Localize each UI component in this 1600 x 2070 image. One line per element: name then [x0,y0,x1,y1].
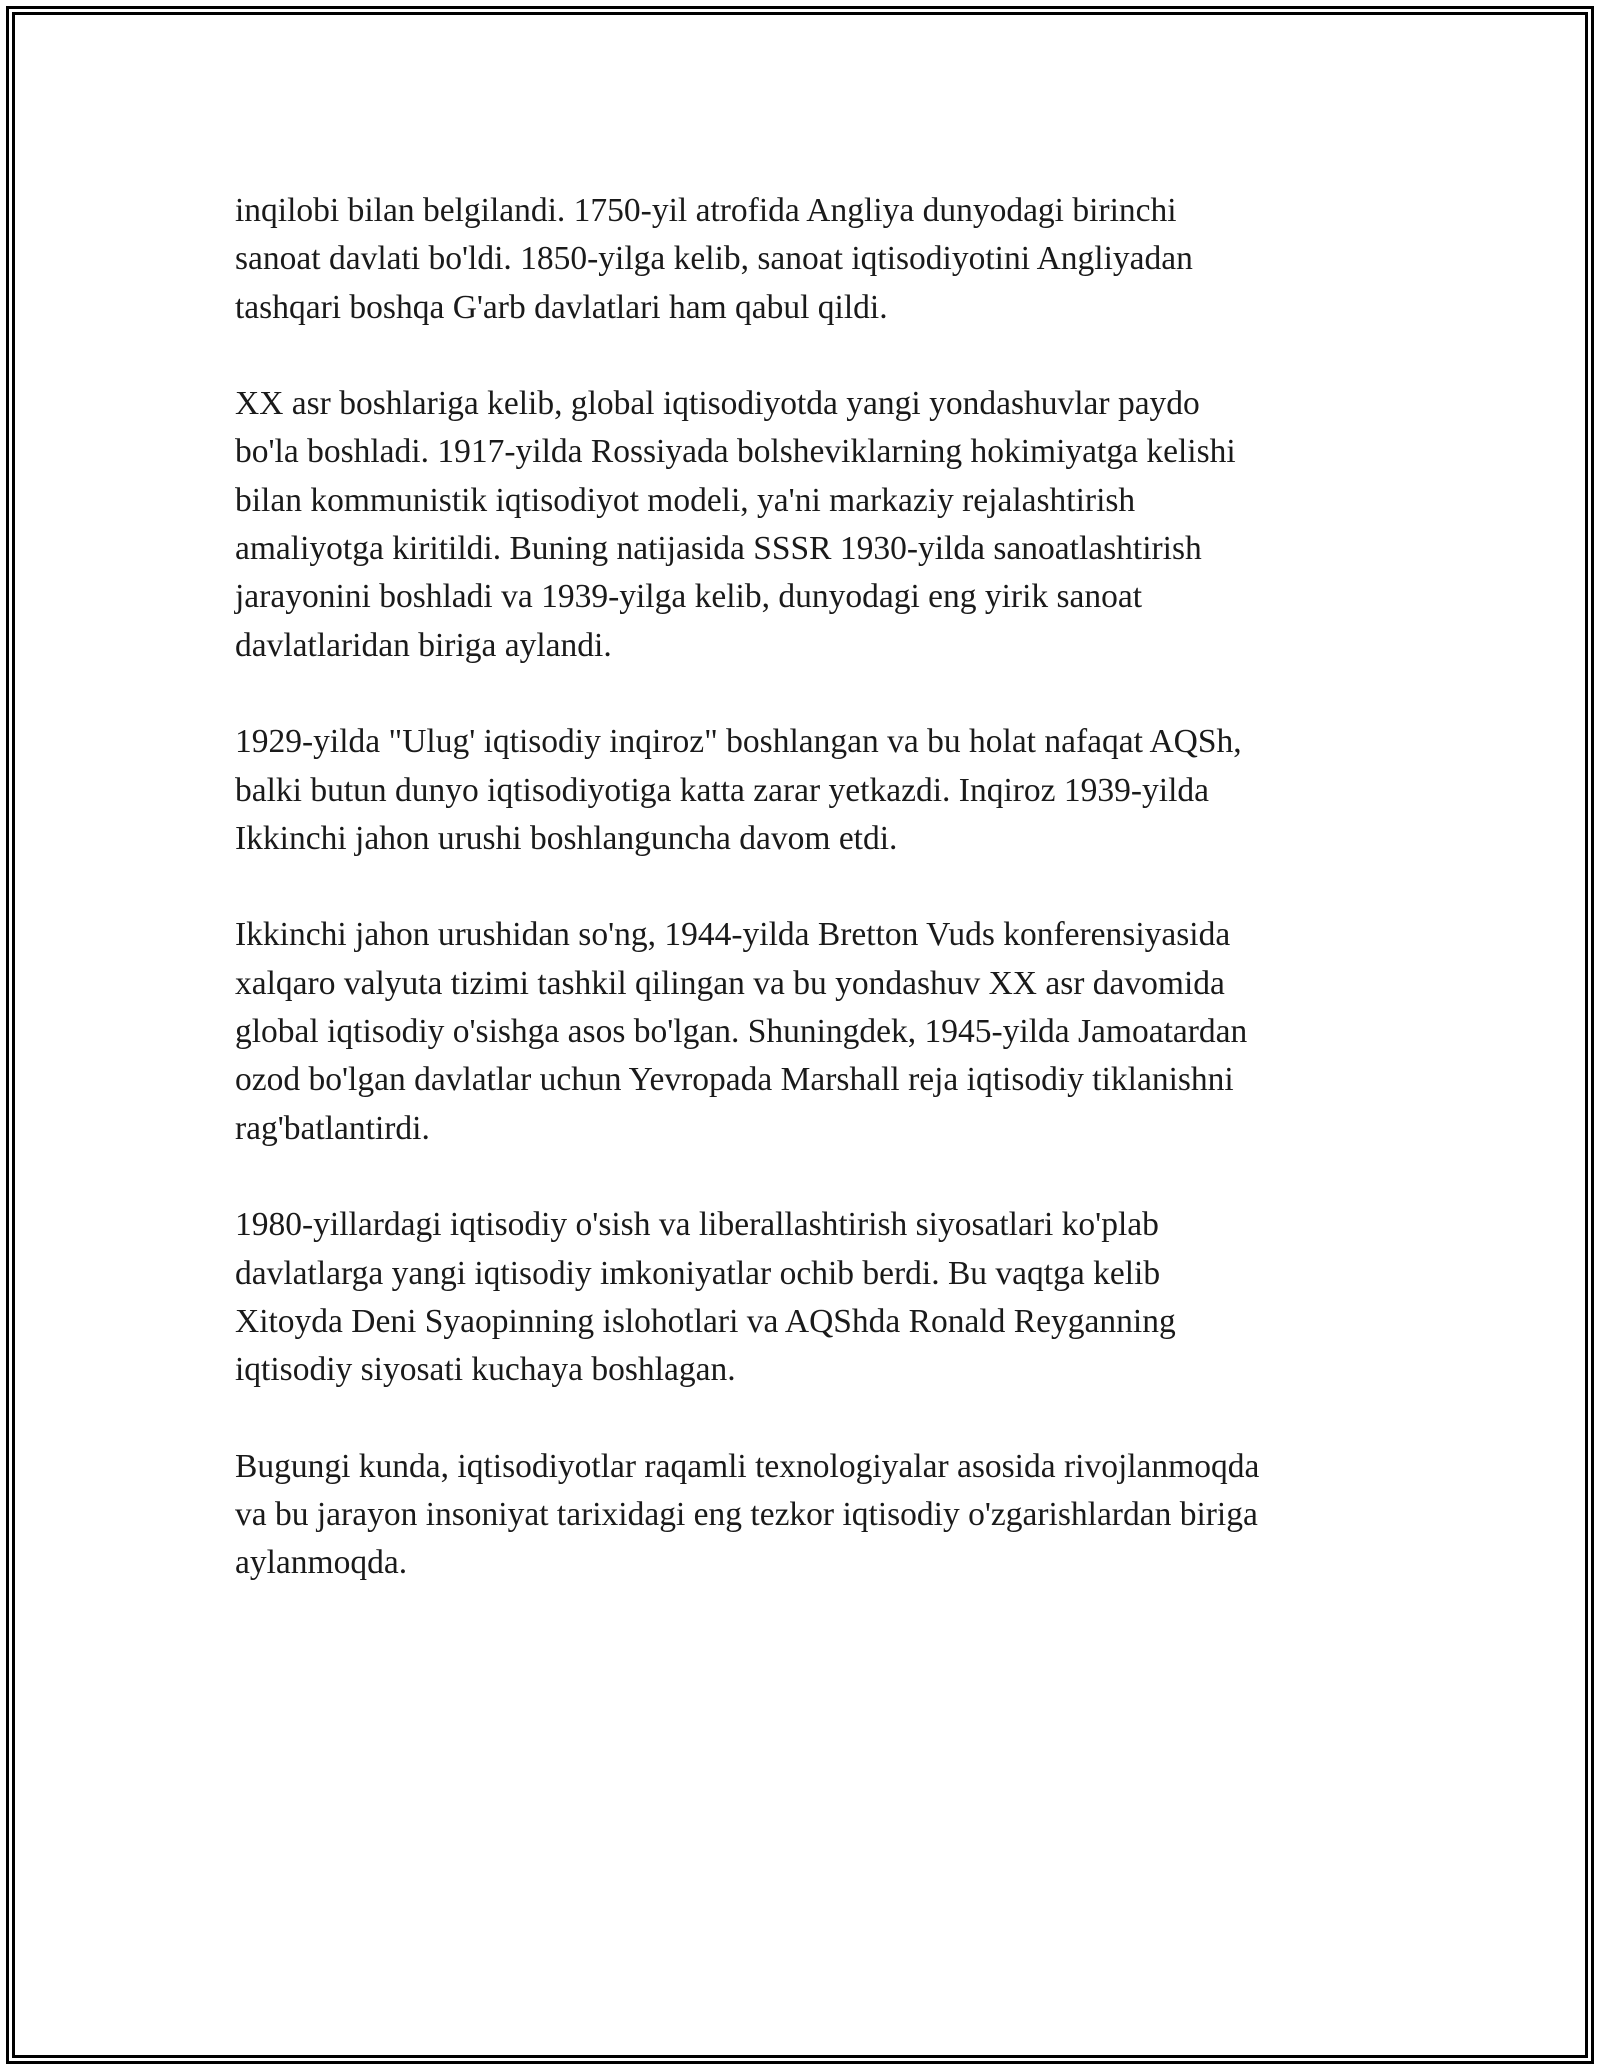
paragraph-20th-century: XX asr boshlariga kelib, global iqtisodiyotda yangi yondashuvlar paydo bo'la boshladi. 1917-yilda Rossiyada bolsheviklarning hokimiyatga kelishi bilan kommunistik iqtisodiyot modeli, ya'ni markaziy rejalashtirish amaliyotga kiritildi. Buning natijasida SSSR 1930-yilda sanoatlashtirish jarayonini boshladi va 1939-yilga kelib, dunyodagi eng yirik sanoat davlatlaridan biriga aylandi. [235,385,1236,664]
document-body [235,187,1395,1636]
paragraph-post-war: Ikkinchi jahon urushidan so'ng, 1944-yilda Bretton Vuds konferensiyasida xalqaro valyuta tizimi tashkil qilingan va bu yondashuv XX asr davomida global iqtisodiy o'sishga asos bo'lgan. Shuningdek, 1945-yilda Jamoatardan ozod bo'lgan davlatlar uchun Yevropada Marshall reja iqtisodiy tiklanishni rag'batlantirdi. [235,916,1248,1147]
paragraph-industrial-revolution: inqilobi bilan belgilandi. 1750-yil atrofida Angliya dunyodagi birinchi sanoat davlati bo'ldi. 1850-yilga kelib, sanoat iqtisodiyotini Angliyadan tashqari boshqa G'arb davlatlari ham qabul qildi. [235,192,1193,326]
paragraph-great-depression: 1929-yilda "Ulug' iqtisodiy inqiroz" boshlangan va bu holat nafaqat AQSh, balki butun dunyo iqtisodiyotiga katta zarar yetkazdi. Inqiroz 1939-yilda Ikkinchi jahon urushi boshlanguncha davom etdi. [235,723,1242,857]
paragraph-1980s: 1980-yillardagi iqtisodiy o'sish va liberallashtirish siyosatlari ko'plab davlatlarga yangi iqtisodiy imkoniyatlar ochib berdi. Bu vaqtga kelib Xitoyda Deni Syaopinning islohotlari va AQShda Ronald Reyganning iqtisodiy siyosati kuchaya boshlagan. [235,1206,1176,1389]
paragraph-today: Bugungi kunda, iqtisodiyotlar raqamli texnologiyalar asosida rivojlanmoqda va bu jarayon insoniyat tarixidagi eng tezkor iqtisodiy o'zgarishlardan biriga aylanmoqda. [235,1447,1260,1582]
